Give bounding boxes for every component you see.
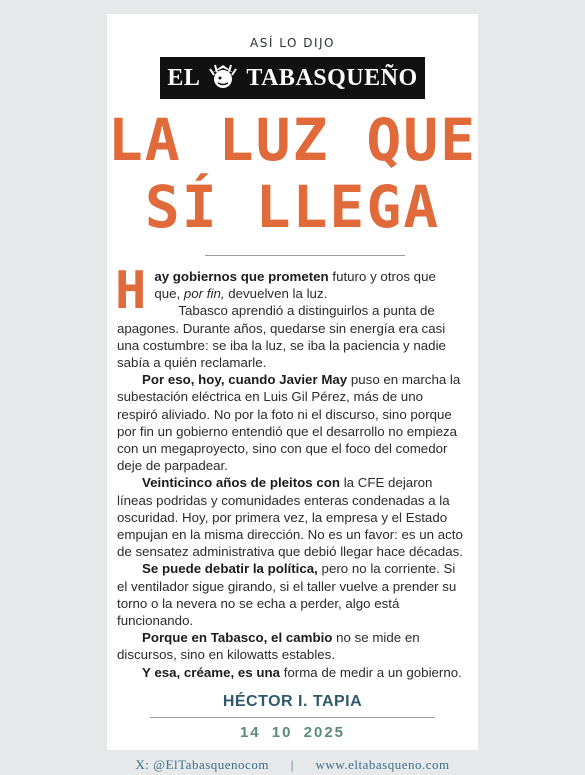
p7-lead: Y esa, créame, es una xyxy=(142,664,280,680)
p4-lead: Veinticinco años de pleitos con xyxy=(142,475,341,491)
paragraph-4 xyxy=(117,474,467,560)
p6-text: no se mide en discursos, sino en kilowatts estables. xyxy=(117,630,420,663)
p1-text-2b: devuelven la luz. xyxy=(224,286,328,302)
p3-text: puso en marcha la subestación eléctrica en Luis Gil Pérez, más de uno respiró aliviado. No por la foto ni el discurso, sino porque por fin un gobierno entendió que el desarrollo no empieza con un megaproyecto, sino con que el foco del comedor deje de parpadear. xyxy=(117,372,461,474)
p1-text-2a: que, xyxy=(154,286,184,302)
p4-text: la CFE dejaron líneas podridas y comunidades enteras condenadas a la oscuridad. Hoy, por primera vez, la empresa y el Estado empujan en la misma dirección. No es un favor: es un acto de sensatez administrativa que debió llegar hace décadas. xyxy=(117,475,463,560)
paragraph-5 xyxy=(117,560,467,629)
drop-cap: H xyxy=(115,261,147,321)
indigenous-head-icon xyxy=(206,61,240,95)
footer xyxy=(0,757,585,773)
paragraph-6 xyxy=(117,629,467,663)
author-name: HÉCTOR I. TAPIA xyxy=(222,693,363,710)
website-link[interactable]: www.eltabasqueno.com xyxy=(315,757,450,772)
p1-lead: ay gobiernos que prometen xyxy=(154,269,329,284)
p6-lead: Porque en Tabasco, el cambio xyxy=(142,630,333,646)
footer-separator: | xyxy=(290,757,294,772)
paragraph-7 xyxy=(117,664,467,681)
logo-text-left: EL xyxy=(167,64,201,91)
headline-line-2: SÍ LLEGA xyxy=(144,173,441,241)
p5-text: pero no la corriente. Si el ventilador sigue girando, si el taller vuelve a prender su torno o la nevera no se echa a perder, algo está funcionando. xyxy=(117,561,457,629)
divider-top xyxy=(205,255,405,256)
p7-text: forma de medir a un gobierno. xyxy=(280,664,462,680)
publication-date: 14 10 2025 xyxy=(239,724,346,741)
p1-italic: por fin, xyxy=(183,286,225,302)
p1-text: futuro y otros que xyxy=(328,269,436,284)
headline-line-1: LA LUZ QUE xyxy=(107,106,478,174)
paragraph-3 xyxy=(117,371,467,474)
logo-text-right: TABASQUEÑO xyxy=(246,64,418,91)
p3-lead: Por eso, hoy, cuando Javier May xyxy=(142,372,348,388)
paragraph-2: Tabasco aprendió a distinguirlos a punta de apagones. Durante años, quedarse sin energía era casi una costumbre: se iba la luz, se iba la paciencia y nadie sabía a quién reclamarle. xyxy=(117,303,446,371)
article-body xyxy=(115,261,467,681)
divider-bottom xyxy=(150,717,435,718)
newspaper-logo xyxy=(160,57,425,99)
social-handle-link[interactable]: X: @ElTabasquenocom xyxy=(135,757,269,772)
paragraph-1 xyxy=(115,261,467,371)
section-kicker: ASÍ LO DIJO xyxy=(250,36,335,50)
p5-lead: Se puede debatir la política, xyxy=(142,561,318,577)
